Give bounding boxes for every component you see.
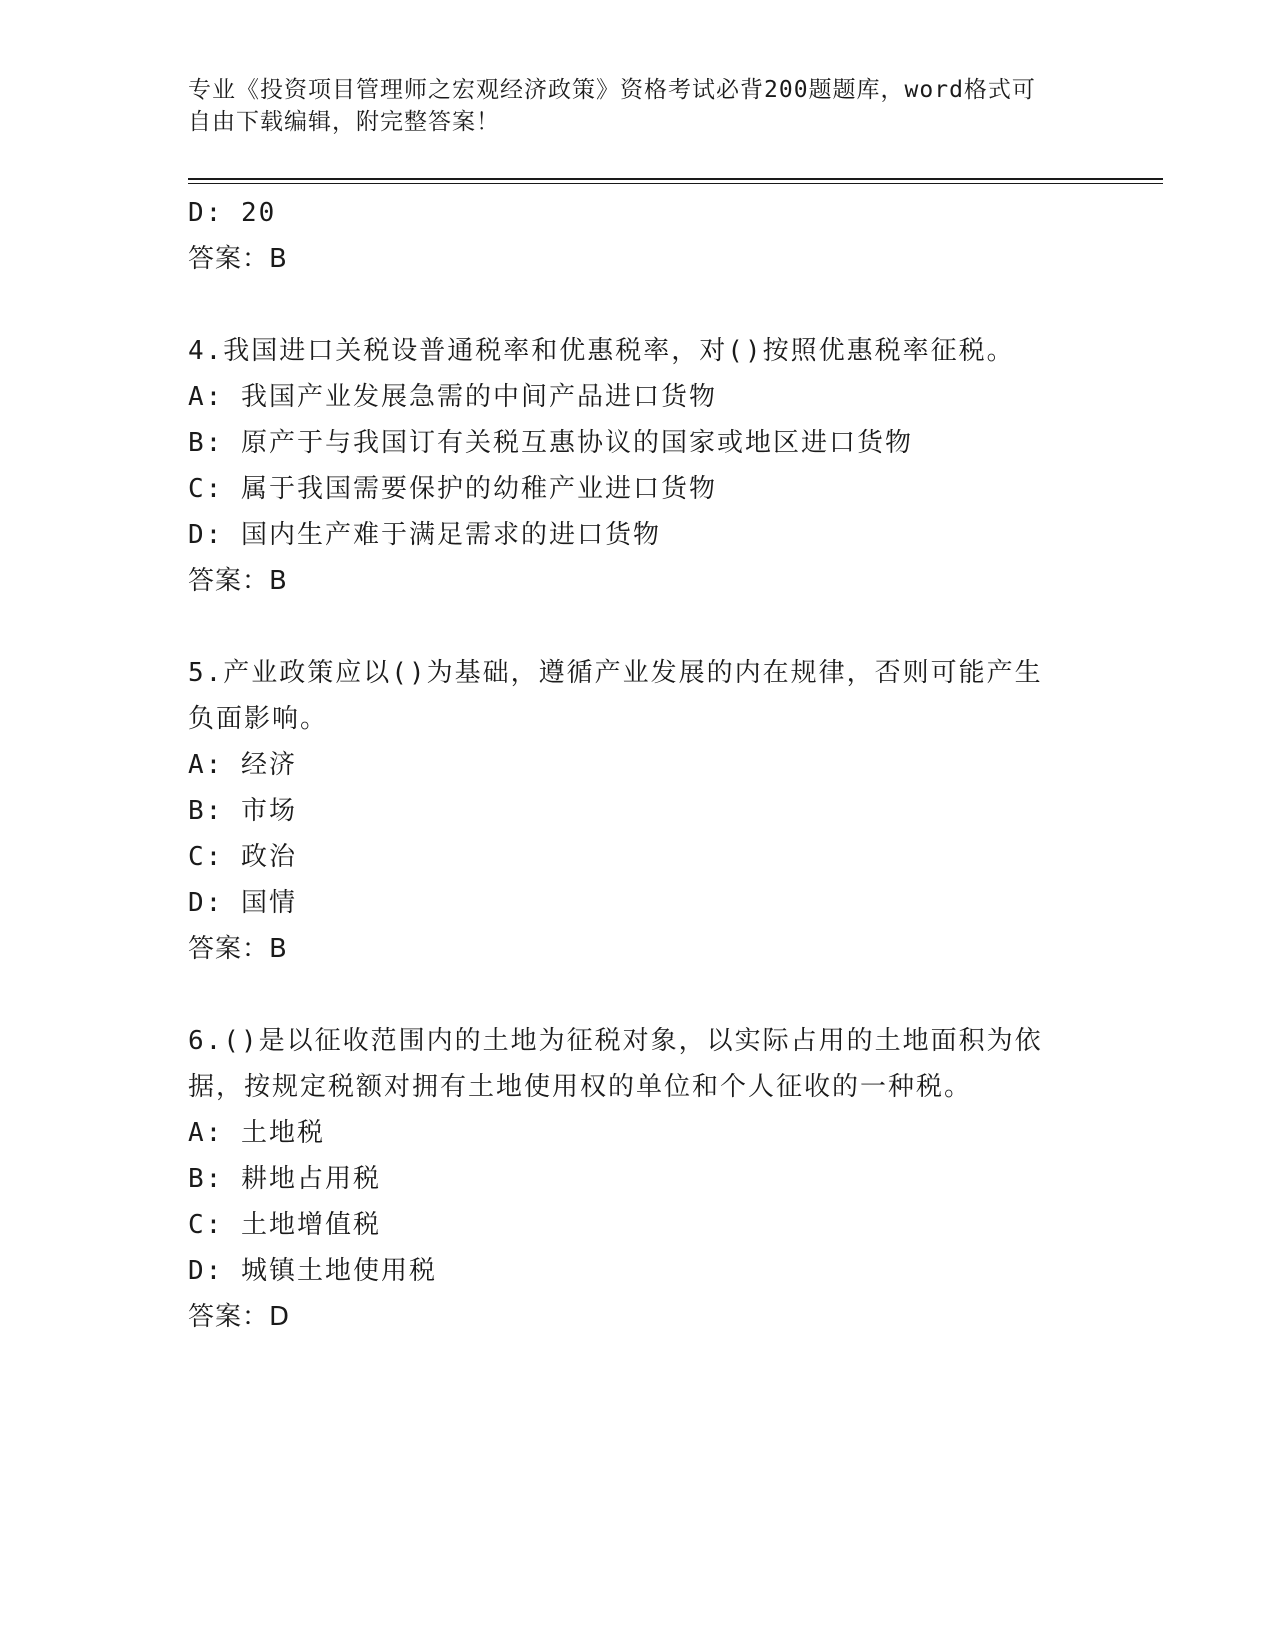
question-4-answer: 答案：B — [188, 566, 288, 596]
question-content — [188, 190, 1068, 1340]
question-5-stem-line-1: 5.产业政策应以()为基础，遵循产业发展的内在规律，否则可能产生 — [188, 658, 1043, 688]
page-header — [188, 74, 1068, 138]
question-5-answer: 答案：B — [188, 934, 288, 964]
question-4-stem: 4.我国进口关税设普通税率和优惠税率，对()按照优惠税率征税。 — [188, 336, 1015, 366]
question-6-stem-line-1: 6.()是以征收范围内的土地为征税对象，以实际占用的土地面积为依 — [188, 1026, 1043, 1056]
question-6-option-d: D: 城镇土地使用税 — [188, 1256, 437, 1286]
question-6-option-c: C: 土地增值税 — [188, 1210, 381, 1240]
spacer — [188, 972, 1068, 1018]
question-5-option-c: C: 政治 — [188, 842, 297, 872]
question-5-stem-line-2: 负面影响。 — [188, 704, 329, 734]
header-divider-thick — [188, 178, 1163, 180]
header-divider-thin — [188, 183, 1163, 184]
question-4-option-d: D: 国内生产难于满足需求的进口货物 — [188, 520, 661, 550]
spacer — [188, 604, 1068, 650]
spacer — [188, 282, 1068, 328]
question-5-option-a: A: 经济 — [188, 750, 297, 780]
question-6-stem-line-2: 据，按规定税额对拥有土地使用权的单位和个人征收的一种税。 — [188, 1072, 973, 1102]
question-4-option-c: C: 属于我国需要保护的幼稚产业进口货物 — [188, 474, 717, 504]
question-6-option-a: A: 土地税 — [188, 1118, 325, 1148]
prev-option-d: D: 20 — [188, 198, 277, 228]
header-title-line-1: 专业《投资项目管理师之宏观经济政策》资格考试必背200题题库，word格式可 — [188, 77, 1036, 103]
prev-answer: 答案：B — [188, 244, 288, 274]
question-5-option-d: D: 国情 — [188, 888, 297, 918]
question-6-option-b: B: 耕地占用税 — [188, 1164, 381, 1194]
question-4-option-a: A: 我国产业发展急需的中间产品进口货物 — [188, 382, 717, 412]
question-5-option-b: B: 市场 — [188, 796, 297, 826]
question-4-option-b: B: 原产于与我国订有关税互惠协议的国家或地区进口货物 — [188, 428, 913, 458]
header-title-line-2: 自由下载编辑，附完整答案！ — [188, 109, 500, 135]
question-6-answer: 答案：D — [188, 1302, 291, 1332]
